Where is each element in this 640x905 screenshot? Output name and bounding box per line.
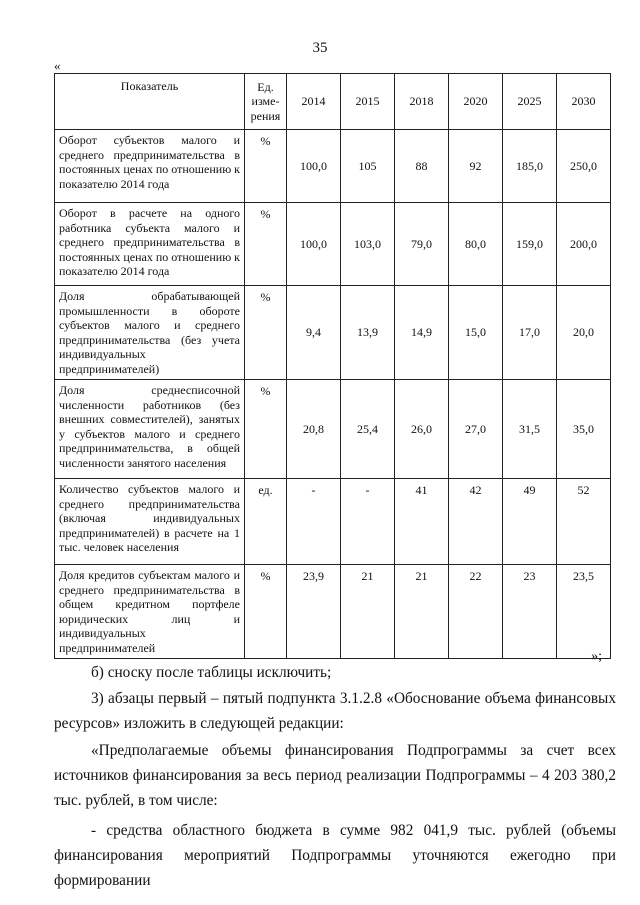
close-quote: »;	[591, 649, 602, 664]
cell-2030: 20,0	[557, 286, 611, 380]
cell-2015: 103,0	[341, 203, 395, 286]
header-indicator: Показатель	[55, 74, 245, 130]
header-year-2015: 2015	[341, 74, 395, 130]
table-row	[55, 380, 611, 479]
cell-2030: 200,0	[557, 203, 611, 286]
header-year-2025: 2025	[503, 74, 557, 130]
cell-2020: 80,0	[449, 203, 503, 286]
cell-2025: 31,5	[503, 380, 557, 479]
cell-2018: 88	[395, 130, 449, 203]
cell-2014: 9,4	[287, 286, 341, 380]
cell-2020: 92	[449, 130, 503, 203]
row-unit: %	[245, 130, 287, 203]
row-unit: %	[245, 286, 287, 380]
header-year-2014: 2014	[287, 74, 341, 130]
cell-2030: 52	[557, 479, 611, 565]
cell-2014: 23,9	[287, 565, 341, 659]
cell-2014: 100,0	[287, 130, 341, 203]
indicators-table	[54, 73, 611, 659]
table-row	[55, 130, 611, 203]
cell-2025: 49	[503, 479, 557, 565]
cell-2018: 21	[395, 565, 449, 659]
cell-2015: 105	[341, 130, 395, 203]
header-year-2030: 2030	[557, 74, 611, 130]
header-year-2018: 2018	[395, 74, 449, 130]
cell-2020: 42	[449, 479, 503, 565]
cell-2025: 159,0	[503, 203, 557, 286]
header-year-2020: 2020	[449, 74, 503, 130]
cell-2020: 27,0	[449, 380, 503, 479]
table-row	[55, 203, 611, 286]
cell-2025: 17,0	[503, 286, 557, 380]
row-indicator: Оборот субъектов малого и среднего предпринимательства в постоянных ценах по отношению к показателю 2014 года	[55, 130, 245, 203]
row-unit: %	[245, 203, 287, 286]
cell-2015: 21	[341, 565, 395, 659]
header-unit: Ед. изме-рения	[245, 74, 287, 130]
cell-2014: 20,8	[287, 380, 341, 479]
row-indicator: Доля кредитов субъектам малого и среднего предпринимательства в общем кредитном портфеле юридических лиц и индивидуальных предпринимателей	[55, 565, 245, 659]
cell-2030: 35,0	[557, 380, 611, 479]
cell-2015: -	[341, 479, 395, 565]
page-number: 35	[312, 40, 328, 56]
row-indicator: Доля обрабатывающей промышленности в обороте субъектов малого и среднего предпринимательства (без учета индивидуальных предпринимателей)	[55, 286, 245, 380]
cell-2025: 185,0	[503, 130, 557, 203]
cell-2030: 23,5	[557, 565, 611, 659]
cell-2018: 14,9	[395, 286, 449, 380]
paragraph-regional-budget: - средства областного бюджета в сумме 982 041,9 тыс. рублей (объемы финансирования мероприятий Подпрограммы уточняются ежегодно при формировании	[54, 822, 616, 889]
row-indicator: Оборот в расчете на одного работника субъекта малого и среднего предпринимательства в постоянных ценах по отношению к показателю 2014 года	[55, 203, 245, 286]
cell-2018: 79,0	[395, 203, 449, 286]
cell-2030: 250,0	[557, 130, 611, 203]
row-indicator: Количество субъектов малого и среднего предпринимательства (включая индивидуальных предпринимателей) в расчете на 1 тыс. человек населения	[55, 479, 245, 565]
open-quote: «	[54, 58, 61, 73]
row-indicator: Доля среднесписочной численности работников (без внешних совместителей), занятых у субъектов малого и среднего предпринимательства, в общей численности занятого населения	[55, 380, 245, 479]
row-unit: ед.	[245, 479, 287, 565]
cell-2014: -	[287, 479, 341, 565]
table-header-row	[55, 74, 611, 130]
cell-2014: 100,0	[287, 203, 341, 286]
cell-2018: 41	[395, 479, 449, 565]
table-row	[55, 286, 611, 380]
paragraph-financing-total: «Предполагаемые объемы финансирования Подпрограммы за счет всех источников финансирования за весь период реализации Подпрограммы – 4 203 380,2 тыс. рублей, в том числе:	[54, 742, 616, 809]
cell-2015: 13,9	[341, 286, 395, 380]
table-row	[55, 479, 611, 565]
cell-2020: 22	[449, 565, 503, 659]
row-unit: %	[245, 565, 287, 659]
cell-2018: 26,0	[395, 380, 449, 479]
cell-2020: 15,0	[449, 286, 503, 380]
paragraph-amendment: 3) абзацы первый – пятый подпункта 3.1.2.8 «Обоснование объема финансовых ресурсов» изложить в следующей редакции:	[54, 690, 616, 732]
cell-2015: 25,4	[341, 380, 395, 479]
table-row	[55, 565, 611, 659]
row-unit: %	[245, 380, 287, 479]
paragraph-footnote-removal: б) сноску после таблицы исключить;	[91, 664, 332, 681]
cell-2025: 23	[503, 565, 557, 659]
